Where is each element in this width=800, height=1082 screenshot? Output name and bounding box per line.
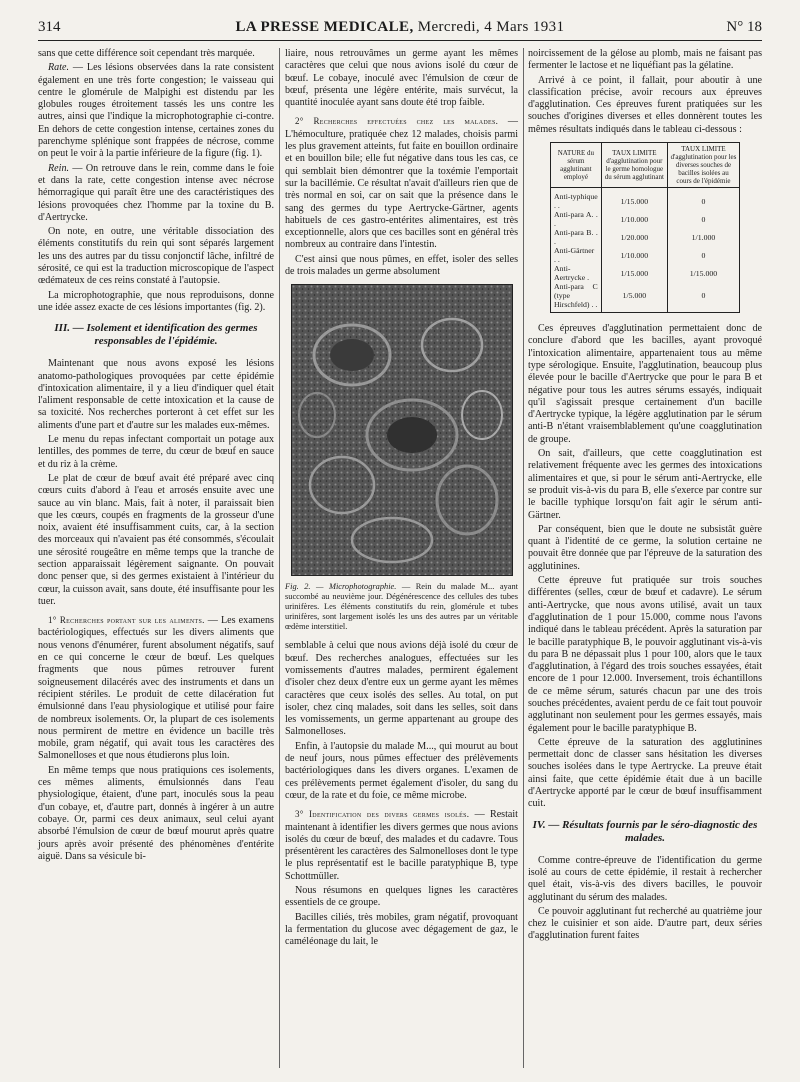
serum-name: Anti-Gärtner . . [551,246,602,264]
table-row [551,210,740,228]
homologous-rate: 1/15.000 [601,188,667,211]
table-row [551,188,740,211]
subsection-label: 3° Identification des divers germes isolés. [295,809,470,820]
serum-name: Anti-typhique . . [551,188,602,211]
column-rule-1 [279,48,280,1068]
paragraph: sans que cette différence soit cependant très marquée. [38,48,255,59]
page-number: 314 [38,19,61,35]
column-rule-2 [523,48,524,1068]
strain-rate: 0 [667,188,739,211]
homologous-rate: 1/15.000 [601,264,667,282]
homologous-rate: 1/10.000 [601,210,667,228]
table-row [551,282,740,313]
agglutination-table [550,142,740,313]
paragraph: Arrivé à ce point, il fallait, pour aboutir à une classification précise, avoir recours aux épreuves d'agglutination. Ces épreuves furent pratiquées sur les souches d'origines diverses et elles donnèrent toutes les mêmes résultats indiqués dans le tableau ci-dessous : [528,74,762,135]
paragraph: semblable à celui que nous avions déjà isolé du cœur de bœuf. Des recherches analogues, effectuées sur les vomissements d'autres malades, permirent également d'isoler chez deux d'entre eux un germe ayant les mêmes caractères que ceux isolés des selles. Au total, on put isoler, chez cinq malades, soit dans les selles, soit dans les vomissements, un germe appartenant au groupe des Salmonelloses. [285,640,518,738]
homologous-rate: 1/10.000 [601,246,667,264]
homologous-rate: 1/5.000 [601,282,667,313]
paragraph: noircissement de la gélose au plomb, mais ne faisant pas fermenter le lactose et ne liquéfiant pas la gélatine. [528,48,762,72]
strain-rate: 0 [667,246,739,264]
strain-rate: 1/15.000 [667,264,739,282]
rate-label: Rate. [48,62,70,74]
table-header-homologous: TAUX LIMITE d'agglutination pour le germe homologue du sérum agglutinant [601,143,667,188]
table-row [551,246,740,264]
strain-rate: 1/1.000 [667,228,739,246]
microphotograph-image [292,285,512,575]
paragraph: La microphotographie, que nous reproduisons, donne une idée assez exacte de ces lésions importantes (fig. 2). [38,289,274,313]
serum-name: Anti-para A. . . [551,210,602,228]
rein-label: Rein. [48,162,70,174]
paragraph: liaire, nous retrouvâmes un germe ayant les mêmes caractères que celui que nous avions isolé du cœur de bœuf. Le cobaye, inoculé avec l'émulsion de cœur de bœuf, présenta une légère entérite, mais survécut, la quantité inoculée ayant sans doute été trop faible. [285,48,518,109]
paragraph: Par conséquent, bien que le doute ne subsistât guère quant à l'identité de ce germe, la solution certaine ne pouvait être donnée que par l'épreuve de la saturation des agglutinines. [528,523,762,572]
column-3 [528,48,762,945]
paragraph: 3° Identification des divers germes isolés. — Restait maintenant à identifier les divers germes que nous avions isolés du cœur de bœuf, des malades et du cadavre. Tous présentèrent les caractères des Salmonelloses dont le type le plus représentatif est le bacille paratyphique B, type Schottmüller. [285,809,518,882]
table-row [551,264,740,282]
paragraph: Comme contre-épreuve de l'identification du germe isolé au cours de cette épidémie, il restait à rechercher quel était, vis-à-vis des divers bacilles, le pouvoir agglutinant du sérum des malades. [528,854,762,903]
journal-name: LA PRESSE MEDICALE, [235,19,414,35]
paragraph: Nous résumons en quelques lignes les caractères essentiels de ce groupe. [285,884,518,909]
page-header [38,18,762,41]
table-header-strains: TAUX LIMITE d'agglutination pour les diverses souches de bacilles isolées au cours de l'épidémie [667,143,739,188]
paragraph: 1° Recherches portant sur les aliments. — Les examens bactériologiques, effectués sur les divers aliments que nous venons d'énumérer, furent absolument négatifs, sauf en ce qui concerne le cœur de bœuf. Les quelques fragments que nous pûmes retrouver furent soigneusement dilacérés avec des instruments et dans un récipient stériles. Le produit de cette dilacération fut émulsionné dans l'eau physiologique et utilisé pour faire de nombreux isolements. Or, la plupart de ces isolements nous permirent de mettre en évidence un bacille très mobile, gram négatif, qui avait tous les caractères des Salmonelloses et que nous étudierons plus loin. [38,615,274,762]
table-row [551,228,740,246]
paragraph: Cette épreuve de la saturation des agglutinines permettait donc de classer sans hésitation les diverses souches isolées dans le type Aertrycke. La preuve était ainsi faite, que cette épidémie était due à un bacille d'Aertrycke apporté par le cœur de bœuf insuffisamment cuit. [528,736,762,810]
subsection-label: 1° Recherches portant sur les aliments. [48,615,205,626]
strain-rate: 0 [667,210,739,228]
serum-name: Anti-para B. . . [551,228,602,246]
subsection-label: 2° Recherches effectuées chez les malades. [295,116,499,127]
homologous-rate: 1/20.000 [601,228,667,246]
paragraph: Ces épreuves d'agglutination permettaient donc de conclure d'abord que les bacilles, ayant provoqué l'intoxication alimentaire, appartenaient tous au même type sérologique. Ensuite, l'agglutination, beaucoup plus élevée pour le bacille d'Aertrycke que pour le para B et négative pour tous les autres sérums essayés, indiquait qu'il s'agissait presque certainement d'un bacille d'Aertrycke typique, la légère agglutination par le sérum anti-B n'étant vraisemblablement qu'une coagglutination de groupe. [528,323,762,445]
figure-caption: Fig. 2. — Microphotographie. — Rein du malade M... ayant succombé au neuvième jour. Dégénérescence des cellules des tubes urinifères. Les éléments constitutifs du rein, glomérule et tubes urinifères, sont largement isolés les uns des autres par un véritable œdème interstitiel. [285,582,518,632]
paragraph: En même temps que nous pratiquions ces isolements, ces mêmes aliments, émulsionnés dans l'eau physiologique, étaient, d'une part, inoculés sous la peau d'un cobaye, et, d'autre part, donnés à ingérer à un autre cobaye. Or, parmi ces deux animaux, seul celui ayant absorbé l'émulsion de cœur de bœuf mourut après quatre jours après avoir présenté des phénomènes d'entérite aiguë. Dans sa vésicule bi- [38,764,274,862]
strain-rate: 0 [667,282,739,313]
paragraph: Enfin, à l'autopsie du malade M..., qui mourut au bout de neuf jours, nous pûmes effectuer des prélèvements bactériologiques dans les divers organes. L'examen de ces prélèvements permet également d'isoler, du sang du cœur, de la rate et du foie, ce même microbe. [285,740,518,801]
paragraph: Le menu du repas infectant comportait un potage aux lentilles, des pommes de terre, du cœur de bœuf en sauce et du riz à la crème. [38,434,274,470]
issue-number: N° 18 [726,19,762,35]
journal-title [38,19,762,36]
paragraph: C'est ainsi que nous pûmes, en effet, isoler des selles de trois malades un germe absolument [285,253,518,278]
serum-name: Anti-Aertrycke . [551,264,602,282]
paragraph: 2° Recherches effectuées chez les malades. — L'hémoculture, pratiquée chez 12 malades, choisis parmi les plus gravement atteints, fut faite en bouillon ordinaire et en bouillon bile; elle fut négative dans tous les cas, ce qui semblait bien démontrer que la toxémie l'emportait sur la bacillémie. Ce résultat n'avait d'ailleurs rien que de très normal en soi, car on sait que la présence dans le sang des germes du type Aertrycke-Gärtner, agents habituels de ces gastro-entérites alimentaires, est très exceptionnelle, alors que ces bacilles sont en général très nombreux au contraire dans l'intestin. [285,116,518,251]
section-heading-4: IV. — Résultats fournis par le séro-diagnostic des malades. [532,818,758,844]
column-1 [38,48,274,865]
paragraph: Le plat de cœur de bœuf avait été préparé avec cinq cœurs cuits d'abord à l'eau et arrosés ensuite avec une sauce au vin blanc. Mais, fait à noter, il paraissait bien que les cœurs, coupés en fragments de la grosseur d'une noix, avaient été insuffisamment cuits, car, à la section des morceaux qui n'avaient pas été consommés, s'écoulait une sérosité rougeâtre en même temps que la tranche de section apparaissait légèrement saignante. On pouvait donc penser que, si des germes existaient à l'intérieur du cœur, la cuisson avait, sans doute, été insuffisante pour les tuer. [38,472,274,607]
table-header-serum: NATURE du sérum agglutinant employé [551,143,602,188]
paragraph: Cette épreuve fut pratiquée sur trois souches différentes (selles, cœur de bœuf et cadavre). Le sérum anti-Aertrycke, que nous avons utilisé, avait un taux d'agglutination de 1 pour 15.000, comme nous l'avons indiqué dans le tableau précédent. Après la saturation par le bacille paratyphique B, le pouvoir agglutinant vis-à-vis du para B ne dépassait plus 1 pour 100, alors que le taux d'agglutination, à l'égard des trois souches essayées, était encore de 1 pour 12.000. Inversement, trois échantillons de ce même sérum, saturés chacun par une des trois souches précédentes, avaient perdu de ce fait tout pouvoir agglutinant non seulement pour les germes essayés, mais également pour le bacille paratyphique B. [528,575,762,734]
kidney-microphotograph [291,284,513,576]
serum-name: Anti-para C (type Hirschfeld) . . [551,282,602,313]
paragraph: On note, en outre, une véritable dissociation des éléments constitutifs du rein qui sont séparés largement les uns des autres par du tissu conjonctif lâche, infiltré de sérosité, ce qui est la traduction microscopique de l'aspect œdémateux de ces reins constaté à l'autopsie. [38,226,274,287]
paragraph: Rein. — On retrouve dans le rein, comme dans le foie et dans la rate, cette congestion intense avec nécrose hémorragique qui paraît être une des caractéristiques des lésions provoquées chez l'homme par la toxine du B. d'Aertrycke. [38,162,274,223]
paragraph: Rate. — Les lésions observées dans la rate consistent également en une très forte congestion; le vaisseau qui centre le glomérule de Malpighi est distendu par les globules rouges étroitement tassés les uns contre les autres, ainsi que l'indique la microphotographie ci-contre. En dehors de cette congestion intense, certaines zones du parenchyme splénique sont frappées de nécrose, comme on peut le voir à la partie inférieure de la figure (fig. 1). [38,62,274,160]
paragraph: Maintenant que nous avons exposé les lésions anatomo-pathologiques provoquées par cette épidémie d'intoxication alimentaire, il y a lieu d'indiquer quel était l'aliment responsable de cette intoxication et la cause de sa toxicité. Nos recherches porteront à cet effet sur les aliments d'une part et d'autre sur les malades eux-mêmes. [38,358,274,431]
paragraph: Ce pouvoir agglutinant fut recherché au quatrième jour chez le cuisinier et son aide. D'autre part, deux séries d'agglutination furent faites [528,905,762,942]
section-heading-3: III. — Isolement et identification des germes responsables de l'épidémie. [54,322,258,348]
paragraph: On sait, d'ailleurs, que cette coagglutination est relativement fréquente avec les germes des intoxications alimentaires et que, si pour le sérum anti-Aertrycke, elle se produit vis-à-vis du para B, elle s'exerce par contre sur le bacille typhique lorsqu'on fait agir le sérum anti-Gärtner. [528,448,762,521]
column-2 [285,48,518,950]
paragraph: Bacilles ciliés, très mobiles, gram négatif, provoquant la fermentation du glucose avec dégagement de gaz, le caméléonage du lait, le [285,911,518,948]
figure-caption-head: Fig. 2. — Microphotographie. [285,582,397,592]
issue-date: Mercredi, 4 Mars 1931 [413,19,565,35]
